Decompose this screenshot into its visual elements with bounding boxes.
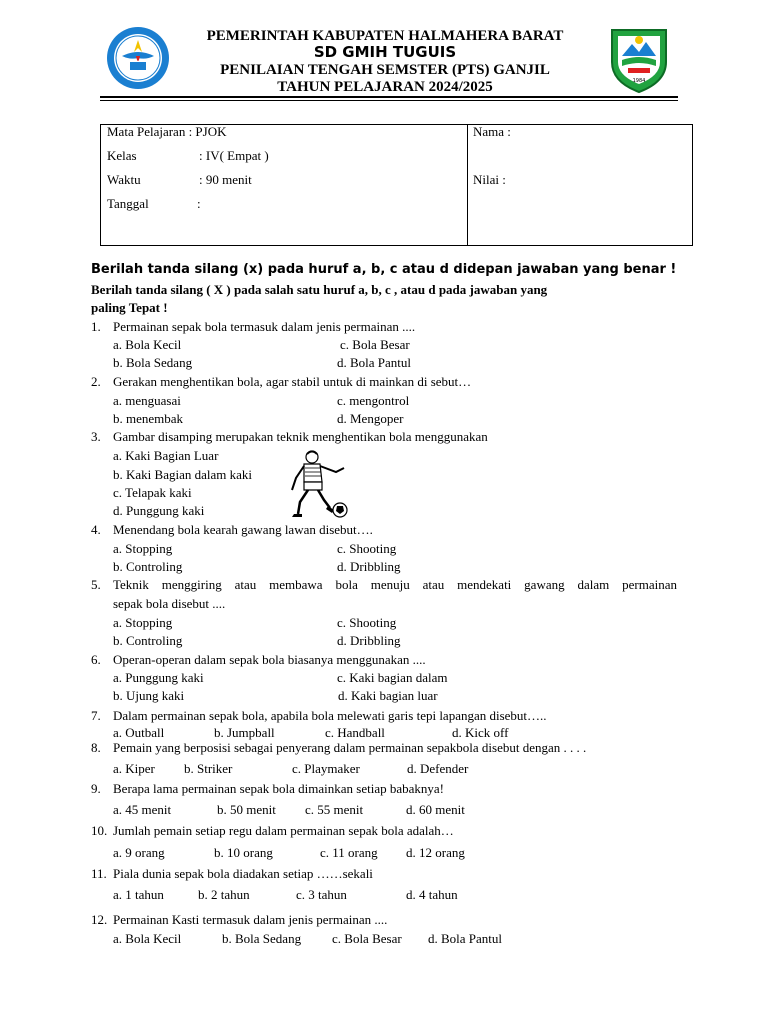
instruction-main: Berilah tanda silang (x) pada huruf a, b, c atau d didepan jawaban yang benar ! xyxy=(91,262,677,277)
question-text: Dalam permainan sepak bola, apabila bola melewati garis tepi lapangan disebut….. xyxy=(113,708,547,723)
option-b[interactable]: b. 50 menit xyxy=(217,802,276,817)
identity-box-divider xyxy=(467,125,468,245)
option-c[interactable]: c. 3 tahun xyxy=(296,887,347,902)
question-text: Gambar disamping merupakan teknik menghentikan bola menggunakan xyxy=(113,429,488,444)
option-c[interactable]: c. 11 orang xyxy=(320,845,378,860)
option-c[interactable]: c. Shooting xyxy=(337,615,397,630)
question-number: 8. xyxy=(91,740,101,755)
question-text: Teknik menggiring atau membawa bola menuju atau mendekati gawang dalam permainan xyxy=(113,577,677,592)
question-number: 5. xyxy=(91,577,101,592)
header-divider-thick xyxy=(100,96,678,98)
option-d[interactable]: d. Bola Pantul xyxy=(337,355,412,370)
option-c[interactable]: c. 55 menit xyxy=(305,802,364,817)
instruction-sub-line1: Berilah tanda silang ( X ) pada salah satu huruf a, b, c , atau d pada jawaban yang xyxy=(91,282,548,297)
option-d[interactable]: d. Dribbling xyxy=(337,559,401,574)
class-value: : IV( Empat ) xyxy=(199,148,269,163)
date-value: : xyxy=(197,196,201,211)
option-c[interactable]: c. mengontrol xyxy=(337,393,410,408)
option-a[interactable]: a. 1 tahun xyxy=(113,887,164,902)
question-number: 6. xyxy=(91,652,101,667)
option-b[interactable]: b. Bola Sedang xyxy=(113,355,193,370)
question-number: 4. xyxy=(91,522,101,537)
score-field[interactable]: Nilai : xyxy=(473,172,506,187)
emblem-year: 1984 xyxy=(632,78,646,84)
option-a[interactable]: a. Kiper xyxy=(113,761,155,776)
question-text: Pemain yang berposisi sebagai penyerang dalam permainan sepakbola disebut dengan . . . . xyxy=(113,740,587,755)
question-text: Jumlah pemain setiap regu dalam permainan sepak bola adalah… xyxy=(113,823,454,838)
option-d[interactable]: d. Kick off xyxy=(452,725,509,740)
date-label: Tanggal xyxy=(107,196,149,211)
option-b[interactable]: b. Controling xyxy=(113,559,183,574)
question-number: 3. xyxy=(91,429,101,444)
option-a[interactable]: a. menguasai xyxy=(113,393,181,408)
option-c[interactable]: c. Bola Besar xyxy=(340,337,410,352)
option-d[interactable]: d. Dribbling xyxy=(337,633,401,648)
header-line-1: PEMERINTAH KABUPATEN HALMAHERA BARAT xyxy=(206,28,564,44)
school-name: SD GMIH TUGUIS xyxy=(313,43,457,61)
question-number: 9. xyxy=(91,781,101,796)
option-d[interactable]: d. Mengoper xyxy=(337,411,404,426)
question-number: 2. xyxy=(91,374,101,389)
option-a[interactable]: a. 45 menit xyxy=(113,802,172,817)
option-b[interactable]: b. Striker xyxy=(184,761,233,776)
header-line-3: PENILAIAN TENGAH SEMSTER (PTS) GANJIL xyxy=(220,62,550,78)
option-a[interactable]: a. Stopping xyxy=(113,615,173,630)
question-text: Piala dunia sepak bola diadakan setiap ……sekali xyxy=(113,866,373,881)
option-a[interactable]: a. Bola Kecil xyxy=(113,931,182,946)
option-d[interactable]: d. 12 orang xyxy=(406,845,465,860)
time-value: : 90 menit xyxy=(199,172,252,187)
option-b[interactable]: b. 2 tahun xyxy=(198,887,250,902)
question-number: 1. xyxy=(91,319,101,334)
football-player-illustration xyxy=(288,450,354,520)
question-number: 11. xyxy=(91,866,107,881)
name-field[interactable]: Nama : xyxy=(473,124,511,139)
identity-box xyxy=(100,124,693,246)
header-divider-thin xyxy=(100,100,678,101)
question-text: Permainan sepak bola termasuk dalam jenis permainan .... xyxy=(113,319,416,334)
question-text: Berapa lama permainan sepak bola dimainkan setiap babaknya! xyxy=(113,781,445,796)
question-text: Gerakan menghentikan bola, agar stabil untuk di mainkan di sebut… xyxy=(113,374,472,389)
question-text: Operan-operan dalam sepak bola biasanya menggunakan .... xyxy=(113,652,426,667)
option-a[interactable]: a. Stopping xyxy=(113,541,173,556)
option-a[interactable]: a. Kaki Bagian Luar xyxy=(113,448,219,463)
option-b[interactable]: b. Bola Sedang xyxy=(222,931,302,946)
option-d[interactable]: d. Kaki bagian luar xyxy=(338,688,438,703)
option-b[interactable]: b. Jumpball xyxy=(214,725,275,740)
option-c[interactable]: c. Kaki bagian dalam xyxy=(337,670,448,685)
option-d[interactable]: d. 4 tahun xyxy=(406,887,458,902)
question-number: 12. xyxy=(91,912,108,927)
option-a[interactable]: a. Outball xyxy=(113,725,165,740)
question-text-continued: sepak bola disebut .... xyxy=(113,596,226,611)
option-d[interactable]: d. Defender xyxy=(407,761,469,776)
class-label: Kelas xyxy=(107,148,137,163)
question-text: Permainan Kasti termasuk dalam jenis permainan .... xyxy=(113,912,388,927)
option-d[interactable]: d. Bola Pantul xyxy=(428,931,503,946)
instruction-sub-line2: paling Tepat ! xyxy=(91,300,168,315)
option-c[interactable]: c. Telapak kaki xyxy=(113,485,192,500)
option-b[interactable]: b. Kaki Bagian dalam kaki xyxy=(113,467,252,482)
option-b[interactable]: b. Controling xyxy=(113,633,183,648)
option-a[interactable]: a. 9 orang xyxy=(113,845,165,860)
option-b[interactable]: b. menembak xyxy=(113,411,184,426)
option-c[interactable]: c. Shooting xyxy=(337,541,397,556)
time-label: Waktu xyxy=(107,172,141,187)
question-number: 10. xyxy=(91,823,108,838)
option-c[interactable]: c. Bola Besar xyxy=(332,931,402,946)
option-c[interactable]: c. Handball xyxy=(325,725,385,740)
option-d[interactable]: d. 60 menit xyxy=(406,802,465,817)
option-b[interactable]: b. 10 orang xyxy=(214,845,273,860)
option-a[interactable]: a. Bola Kecil xyxy=(113,337,182,352)
option-a[interactable]: a. Punggung kaki xyxy=(113,670,204,685)
option-d[interactable]: d. Punggung kaki xyxy=(113,503,205,518)
option-b[interactable]: b. Ujung kaki xyxy=(113,688,185,703)
question-number: 7. xyxy=(91,708,101,723)
subject-label: Mata Pelajaran : PJOK xyxy=(107,124,227,139)
question-text: Menendang bola kearah gawang lawan disebut…. xyxy=(113,522,373,537)
header-line-4: TAHUN PELAJARAN 2024/2025 xyxy=(277,79,493,95)
option-c[interactable]: c. Playmaker xyxy=(292,761,360,776)
